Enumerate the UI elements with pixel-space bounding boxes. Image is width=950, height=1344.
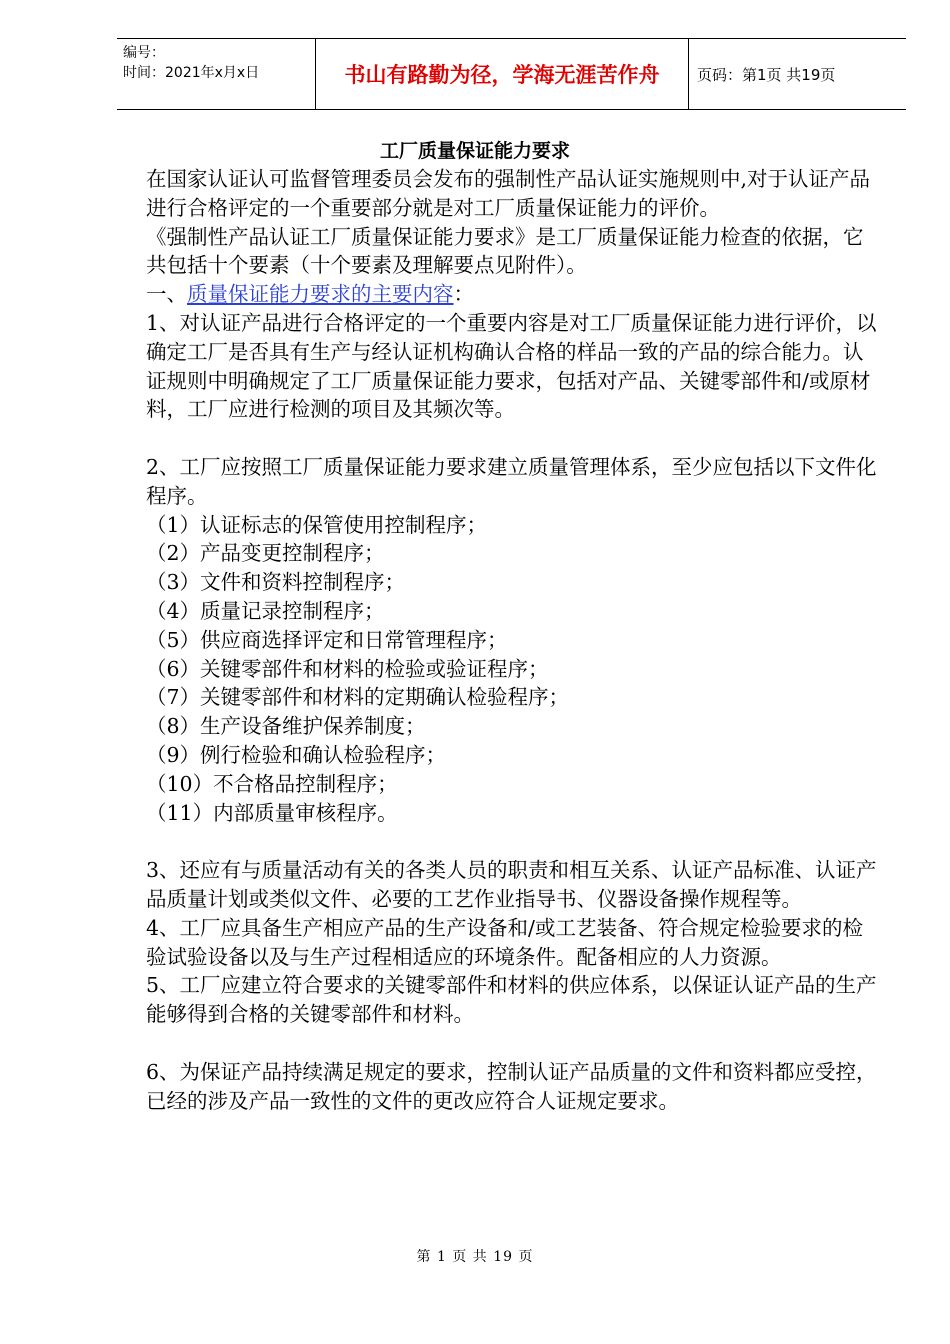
- intro-paragraph-1: 在国家认证认可监督管理委员会发布的强制性产品认证实施规则中,对于认证产品进行合格评定的一个重要部分就是对工厂质量保证能力的评价。: [146, 167, 871, 220]
- procedure-item: （4）质量记录控制程序；: [146, 598, 385, 623]
- procedure-item: （11）内部质量审核程序。: [146, 800, 398, 825]
- blank-line: [146, 827, 881, 856]
- procedure-item: （6）关键零部件和材料的检验或验证程序；: [146, 656, 549, 681]
- item-3: 3、还应有与质量活动有关的各类人员的职责和相互关系、认证产品标准、认证产品质量计划或类似文件、必要的工艺作业指导书、仪器设备操作规程等。: [146, 858, 877, 911]
- item-2: 2、工厂应按照工厂质量保证能力要求建立质量管理体系，至少应包括以下文件化程序。: [146, 454, 877, 508]
- header-meta: [117, 39, 315, 109]
- procedure-item: （1）认证标志的保管使用控制程序；: [146, 512, 488, 537]
- number-label: 编号：: [123, 45, 165, 61]
- document-body: [146, 165, 881, 1115]
- item-1: 1、对认证产品进行合格评定的一个重要内容是对工厂质量保证能力进行评价，以确定工厂是否具有生产与经认证机构确认合格的样品一致的产品的综合能力。认证规则中明确规定了工厂质量保证能力要求，包括对产品、关键零部件和/或原材料，工厂应进行检测的项目及其频次等。: [146, 310, 877, 422]
- item-5: 5、工厂应建立符合要求的关键零部件和材料的供应体系，以保证认证产品的生产能够得到合格的关键零部件和材料。: [146, 973, 877, 1027]
- document-title: 工厂质量保证能力要求: [379, 140, 570, 162]
- blank-line: [146, 1029, 881, 1058]
- procedure-item: （2）产品变更控制程序；: [146, 541, 385, 566]
- procedure-item: （10）不合格品控制程序；: [146, 771, 398, 796]
- section-heading: [146, 280, 881, 309]
- procedure-item: （3）文件和资料控制程序；: [146, 570, 406, 595]
- time-label: 时间：2021年x月x日: [123, 65, 260, 81]
- section-prefix: 一、: [146, 282, 187, 307]
- procedure-item: （8）生产设备维护保养制度；: [146, 714, 426, 739]
- page-header: [117, 38, 906, 110]
- section-suffix: ：: [453, 282, 474, 307]
- item-4: 4、工厂应具备生产相应产品的生产设备和/或工艺装备、符合规定检验要求的检验试验设备以及与生产过程相适应的环境条件。配备相应的人力资源。: [146, 915, 863, 969]
- procedure-item: （9）例行检验和确认检验程序；: [146, 742, 447, 767]
- section-link[interactable]: 质量保证能力要求的主要内容: [187, 282, 454, 307]
- intro-paragraph-2: 《强制性产品认证工厂质量保证能力要求》是工厂质量保证能力检查的依据，它共包括十个要素（十个要素及理解要点见附件）。: [146, 224, 864, 278]
- header-motto: 书山有路勤为径，学海无涯苦作舟: [315, 39, 689, 109]
- blank-line: [146, 424, 881, 453]
- item-6: 6、为保证产品持续满足规定的要求，控制认证产品质量的文件和资料都应受控，已经的涉及产品一致性的文件的更改应符合人证规定要求。: [146, 1059, 877, 1113]
- header-page-info: 页码：第1页 共19页: [697, 65, 836, 84]
- procedure-item: （5）供应商选择评定和日常管理程序；: [146, 627, 508, 652]
- page-footer: 第 1 页 共 19 页: [416, 1249, 534, 1265]
- procedure-item: （7）关键零部件和材料的定期确认检验程序；: [146, 685, 570, 710]
